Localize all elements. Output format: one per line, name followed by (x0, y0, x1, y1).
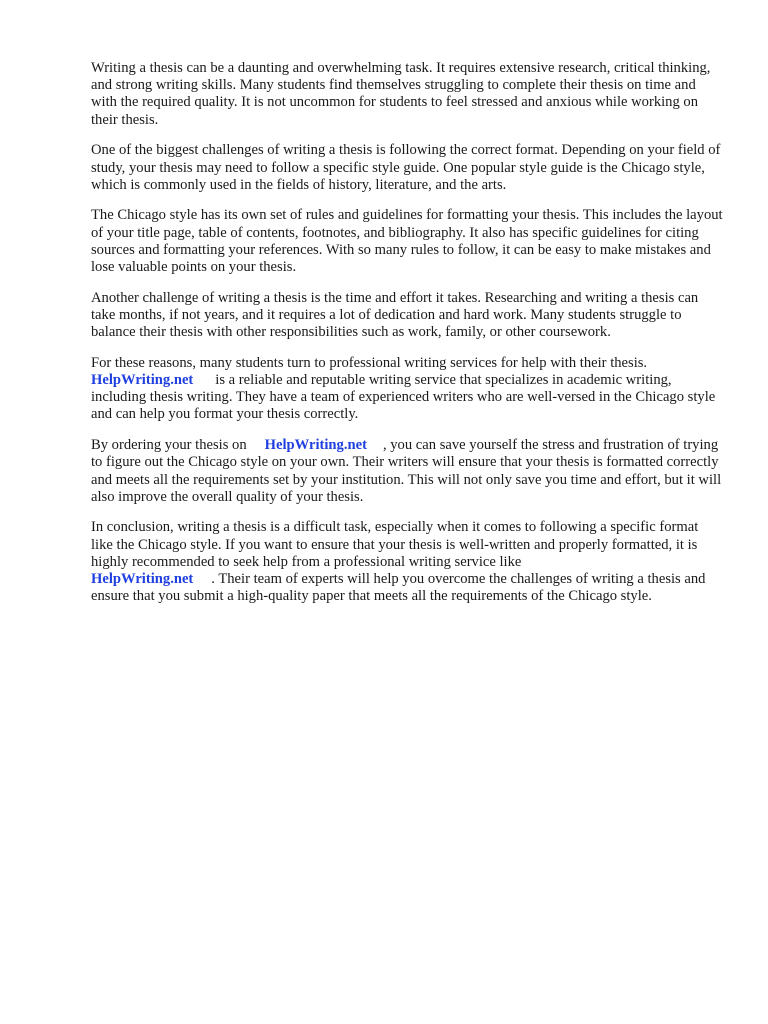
paragraph-writing-services (91, 355, 723, 424)
paragraph-text: In conclusion, writing a thesis is a difficult task, especially when it comes to following a specific format like the Chicago style. If you want to ensure that your thesis is well-written and properly formatted, it is highly recommended to seek help from a professional writing service like (91, 519, 699, 570)
paragraph-time-challenge: Another challenge of writing a thesis is the time and effort it takes. Researching and writing a thesis can take months, if not years, and it requires a lot of dedication and hard work. Many students struggle to balance their thesis with other responsibilities such as work, family, or other coursework. (91, 289, 699, 341)
paragraph-text: , you can save yourself the stress and frustration of trying to figure out the Chicago style on your own. Their writers will ensure that your thesis is formatted correctly and meets all the requirements set by your institution. This will not only save you time and effort, but it will also improve the overall quality of your thesis. (91, 437, 722, 505)
helpwriting-link[interactable]: HelpWriting.net (91, 571, 194, 588)
helpwriting-link[interactable]: HelpWriting.net (264, 437, 367, 454)
helpwriting-link[interactable]: HelpWriting.net (91, 372, 194, 389)
paragraph-ordering (91, 437, 723, 506)
paragraph-chicago-rules: The Chicago style has its own set of rules and guidelines for formatting your thesis. This includes the layout of your title page, table of contents, footnotes, and bibliography. It also has specific guidelines for citing sources and formatting your references. With so many rules to follow, it can be easy to make mistakes and lose valuable points on your thesis. (91, 207, 723, 276)
document-body (91, 60, 723, 619)
paragraph-text: . Their team of experts will help you overcome the challenges of writing a thesis and ensure that you submit a high-quality paper that meets all the requirements of the Chicago style. (91, 571, 706, 605)
paragraph-intro: Writing a thesis can be a daunting and overwhelming task. It requires extensive research, critical thinking, and strong writing skills. Many students find themselves struggling to complete their thesis on time and with the required quality. It is not uncommon for students to feel stressed and anxious while working on their thesis. (91, 60, 711, 128)
paragraph-conclusion (91, 519, 723, 605)
paragraph-text: By ordering your thesis on (91, 437, 247, 454)
paragraph-format-challenge: One of the biggest challenges of writing a thesis is following the correct format. Depending on your field of study, your thesis may need to follow a specific style guide. One popular style guide is the Chicago style, which is commonly used in the fields of history, literature, and the arts. (91, 142, 721, 193)
paragraph-text: is a reliable and reputable writing service that specializes in academic writing, including thesis writing. They have a team of experienced writers who are well-versed in the Chicago style and can help you format your thesis correctly. (91, 372, 716, 423)
paragraph-text: For these reasons, many students turn to professional writing services for help with their thesis. (91, 354, 648, 371)
